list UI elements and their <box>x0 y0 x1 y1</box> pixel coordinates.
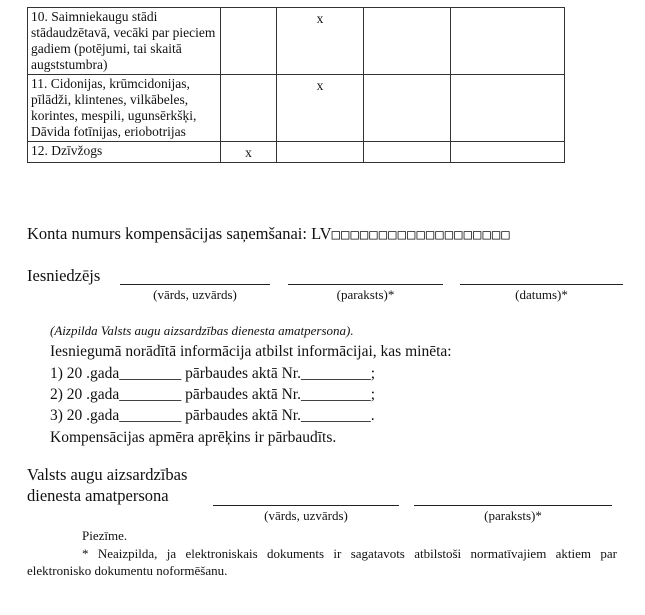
official-signature-line[interactable] <box>414 505 612 506</box>
row-mark-cell <box>277 142 364 163</box>
footnote-title: Piezīme. <box>82 528 128 543</box>
empty-cell <box>451 75 565 142</box>
calculation-checked-text: Kompensācijas apmēra aprēķins ir pārbaudīts. <box>50 429 337 446</box>
submitter-signature-line[interactable] <box>288 284 443 285</box>
table-row <box>28 142 565 163</box>
row-mark: x <box>316 78 324 93</box>
row-mark-cell <box>221 75 277 142</box>
submitter-date-line[interactable] <box>460 284 623 285</box>
empty-cell <box>451 8 565 75</box>
inspection-act-line-1: 1) 20 .gada________ pārbaudes aktā Nr._________; <box>50 365 376 382</box>
row-mark: x <box>316 11 324 26</box>
submitter-signature-caption: (paraksts)* <box>336 287 395 302</box>
official-fill-note: (Aizpilda Valsts augu aizsardzības dienesta amatpersona). <box>50 323 354 338</box>
official-label-line-2: dienesta amatpersona <box>27 486 169 505</box>
row-mark: x <box>245 145 252 160</box>
submitter-label: Iesniedzējs <box>27 266 101 285</box>
account-number-line <box>27 224 511 245</box>
submitter-name-caption: (vārds, uzvārds) <box>153 287 237 302</box>
table-row <box>28 8 565 75</box>
row-mark-cell <box>221 142 277 163</box>
plant-compensation-table <box>27 7 565 163</box>
table-row <box>28 75 565 142</box>
official-name-line[interactable] <box>213 505 399 506</box>
submitter-date-caption: (datums)* <box>515 287 568 302</box>
empty-cell <box>364 75 451 142</box>
row-name-cell: 10. Saimniekaugu stādi stādaudzētavā, vecāki par pieciem gadiem (potējumi, tai skaitā augststumbra) <box>28 8 221 75</box>
empty-cell <box>364 142 451 163</box>
official-label-line-1: Valsts augu aizsardzības <box>27 465 188 484</box>
footnote-text: * Neaizpilda, ja elektroniskais dokuments ir sagatavots atbilstoši normatīvajiem aktiem par elektronisko dokumentu noformēšanu. <box>27 546 617 578</box>
inspection-act-line-3: 3) 20 .gada________ pārbaudes aktā Nr._________. <box>50 407 375 424</box>
inspection-act-line-2: 2) 20 .gada________ pārbaudes aktā Nr._________; <box>50 386 376 403</box>
official-name-caption: (vārds, uzvārds) <box>264 508 348 523</box>
official-signature-caption: (paraksts)* <box>484 508 542 523</box>
row-mark-cell <box>277 75 364 142</box>
empty-cell <box>364 8 451 75</box>
inspection-statement: Iesniegumā norādītā informācija atbilst informācijai, kas minēta: <box>50 343 452 360</box>
account-number-label: Konta numurs kompensācijas saņemšanai: LV <box>27 224 332 243</box>
row-mark-cell <box>221 8 277 75</box>
submitter-name-line[interactable] <box>120 284 270 285</box>
row-mark-cell <box>277 8 364 75</box>
empty-cell <box>451 142 565 163</box>
row-name-cell: 11. Cidonijas, krūmcidonijas, pīlādži, klintenes, vilkābeles, korintes, mespili, ugunsērkšķi, Dāvida fotīnijas, eriobotrijas <box>28 75 221 142</box>
row-name-cell: 12. Dzīvžogs <box>28 142 221 163</box>
account-number-boxes[interactable]: □□□□□□□□□□□□□□□□□□□ <box>331 227 511 243</box>
